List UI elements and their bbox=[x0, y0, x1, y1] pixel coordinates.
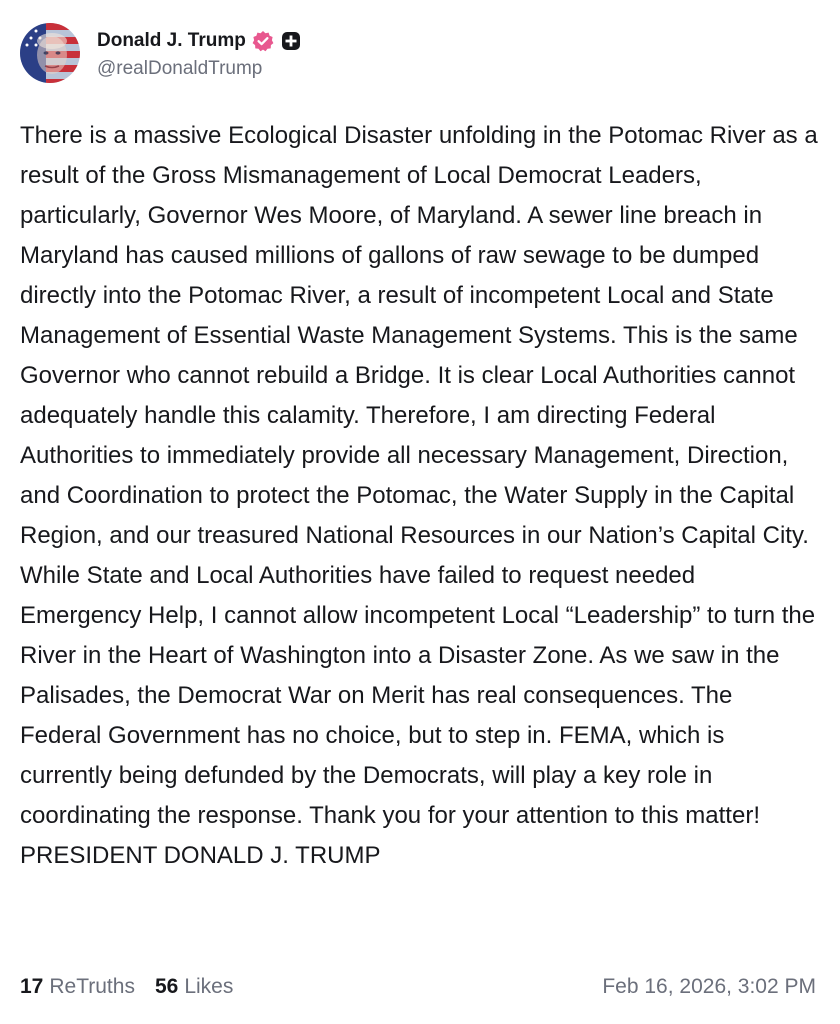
retruths-label: ReTruths bbox=[49, 975, 135, 998]
post-header bbox=[20, 22, 302, 84]
author-handle[interactable]: @realDonaldTrump bbox=[97, 58, 263, 79]
plus-badge-icon bbox=[280, 30, 302, 52]
avatar-flag-portrait-icon bbox=[20, 23, 80, 83]
verified-check-badge-icon bbox=[252, 30, 274, 52]
author-display-name[interactable]: Donald J. Trump bbox=[97, 30, 246, 51]
retruths-count: 17 bbox=[20, 975, 44, 998]
likes-count: 56 bbox=[154, 975, 179, 998]
likes-stat[interactable] bbox=[155, 975, 233, 999]
post-body-text: There is a massive Ecological Disaster unfolding in the Potomac River as a result of the Gross Mismanagement of Local Democrat Leaders, particularly, Governor Wes Moore, of Maryland. A sewer line breach in Maryland has caused millions of gallons of raw sewage to be dumped directly into the Potomac River, a result of incompetent Local and State Management of Essential Waste Management Systems. This is the same Governor who cannot rebuild a Bridge. It is clear Local Authorities cannot adequately handle this calamity. Therefore, I am directing Federal Authorities to immediately provide all necessary Management, Direction, and Coordination to protect the Potomac, the Water Supply in the Capital Region, and our treasured National Resources in our Nation’s Capital City. While State and Local Authorities have failed to request needed Emergency Help, I cannot allow incompetent Local “Leadership” to turn the River in the Heart of Washington into a Disaster Zone. As we saw in the Palisades, the Democrat War on Merit has real consequences. The Federal Government has no choice, but to step in. FEMA, which is currently being defunded by the Democrats, will play a key role in coordinating the response. Thank you for your attention to this matter! PRESIDENT DONALD J. TRUMP bbox=[20, 122, 818, 869]
author-identity bbox=[97, 26, 302, 80]
avatar[interactable] bbox=[20, 23, 80, 83]
post-timestamp[interactable]: Feb 16, 2026, 3:02 PM bbox=[602, 975, 816, 998]
post-footer bbox=[20, 970, 816, 1004]
name-row bbox=[97, 26, 302, 56]
likes-label: Likes bbox=[184, 975, 234, 998]
retruths-stat[interactable] bbox=[20, 975, 135, 999]
